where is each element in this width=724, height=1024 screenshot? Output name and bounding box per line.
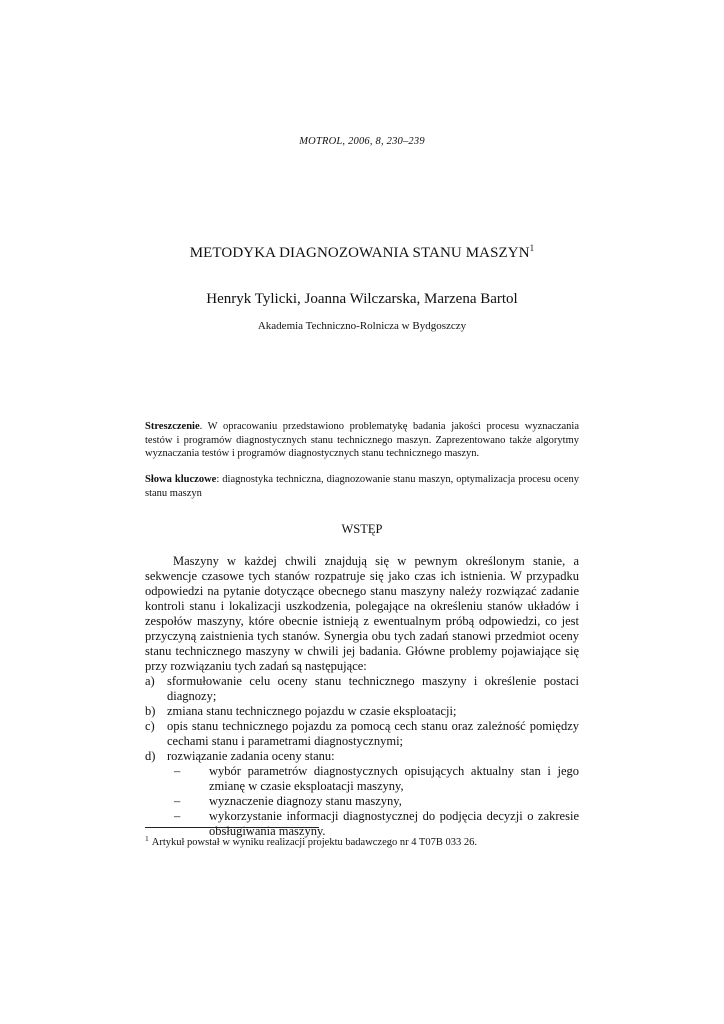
footnote-text: Artykuł powstał w wyniku realizacji projektu badawczego nr 4 T07B 033 26. [151,837,477,848]
sub-list-item-text: wykorzystanie informacji diagnostycznej do podjęcia decyzji o zakresie obsługiwania maszyny. [209,809,579,838]
dash-marker: – [174,764,181,778]
list-marker: b) [145,704,156,718]
list-item [145,749,579,839]
paper-title [0,243,724,262]
sub-list-item [167,794,579,809]
intro-paragraph: Maszyny w każdej chwili znajdują się w pewnym określonym stanie, a sekwencje czasowe tych stanów rozpatruje się jako czas ich istnienia. W przypadku odpowiedzi na pytanie dotyczące obecnego stanu maszyny należy rozwiązać zadanie kontroli stanu i lokalizacji uszkodzenia, polegające na określeniu stanów układów i zespołów maszyny, które obecnie istnieją z ewentualnym próbą odpowiedzi, co jest przyczyną zaistnienia tych stanów. Synergia obu tych zadań stanowi przedmiot oceny stanu technicznego maszyny w chwili jej badania. Główne problemy pojawiające się przy rozwiązaniu tych zadań są następujące: [145,554,579,673]
title-text: METODYKA DIAGNOZOWANIA STANU MASZYN [189,245,530,261]
list-item-text: rozwiązanie zadania oceny stanu: [167,749,335,763]
list-marker: a) [145,674,155,688]
section-heading: WSTĘP [341,522,383,536]
list-marker: d) [145,749,156,763]
affiliation: Akademia Techniczno-Rolnicza w Bydgoszczy [257,320,467,332]
keywords [145,473,579,500]
problem-list [145,674,579,839]
sub-list-item-text: wyznaczenie diagnozy stanu maszyny, [209,794,402,808]
dash-marker: – [174,809,181,823]
abstract [145,420,579,461]
list-item-text: sformułowanie celu oceny stanu technicznego maszyny i określenie postaci diagnozy; [167,674,579,703]
abstract-label: Streszczenie [145,421,200,432]
authors: Henryk Tylicki, Joanna Wilczarska, Marzena Bartol [206,291,518,307]
sub-list-item [167,764,579,794]
journal-reference: MOTROL, 2006, 8, 230–239 [299,136,425,147]
keywords-text: : diagnostyka techniczna, diagnozowanie stanu maszyn, optymalizacja procesu oceny stanu maszyn [145,474,579,499]
abstract-text: . W opracowaniu przedstawiono problematykę badania jakości procesu wyznaczania testów i programów diagnostycznych stanu technicznego maszyn. Zaprezentowano także algorytmy wyznaczania testów i programów diagnostycznych stanu technicznego maszyn. [145,421,579,459]
list-item-text: zmiana stanu technicznego pojazdu w czasie eksploatacji; [167,704,457,718]
list-item-text: opis stanu technicznego pojazdu za pomocą cech stanu oraz zależność pomiędzy cechami stanu i parametrami diagnostycznymi; [167,719,579,748]
list-item [145,719,579,749]
dash-marker: – [174,794,181,808]
list-item [145,674,579,704]
footnote-divider [145,827,319,828]
body-text [145,554,579,839]
sub-list-item-text: wybór parametrów diagnostycznych opisujących aktualny stan i jego zmianę w czasie eksploatacji maszyny, [209,764,579,793]
title-footnote-mark: 1 [529,243,535,253]
footnote-mark: 1 [145,834,149,843]
keywords-label: Słowa kluczowe [145,474,217,485]
list-marker: c) [145,719,155,733]
list-item [145,704,579,719]
footnote [145,834,579,848]
